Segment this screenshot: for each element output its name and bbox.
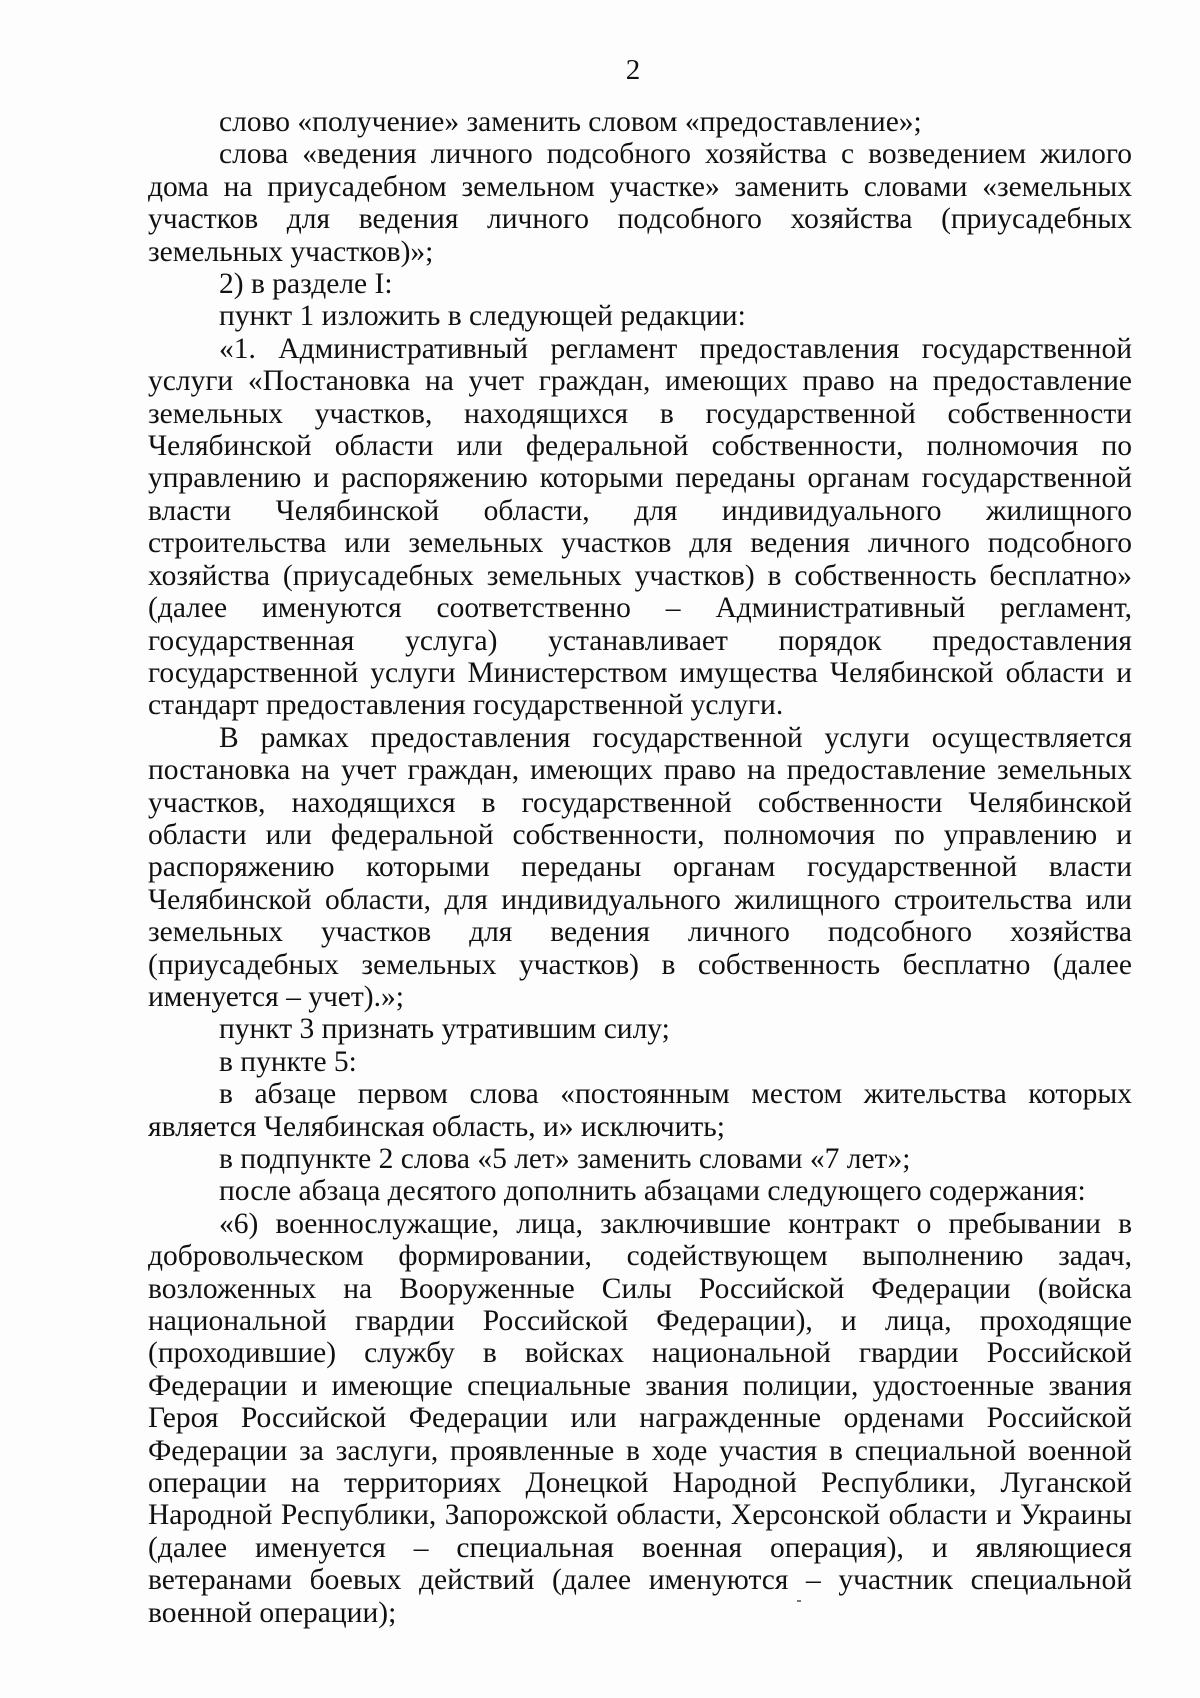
paragraph: в подпункте 2 слова «5 лет» заменить словами «7 лет»; [219,1143,911,1175]
scan-speck [797,1600,801,1602]
paragraph: слова «ведения личного подсобного хозяйства с возведением жилого дома на приусадебном земельном участке» заменить словами «земельных участков для ведения личного подсобного хозяйства (приусадебных земельных участков)»; [148,138,1132,268]
paragraph: в абзаце первом слова «постоянным местом жительства которых является Челябинская область, и» исключить; [148,1078,1132,1143]
paragraph: слово «получение» заменить словом «предоставление»; [219,106,922,138]
paragraph: «6) военнослужащие, лица, заключившие контракт о пребывании в добровольческом формировании, содействующем выполнению задач, возложенных на Вооруженные Силы Российской Федерации (войска национальной гвардии Российской Федерации), и лица, проходящие (проходившие) службу в войсках национальной гвардии Российской Федерации и имеющие специальные звания полиции, удостоенные звания Героя Российской Федерации или награжденные орденами Российской Федерации за заслуги, проявленные в ходе участия в специальной военной операции на территориях Донецкой Народной Республики, Луганской Народной Республики, Запорожской области, Херсонской области и Украины (далее именуется – специальная военная операция), и являющиеся ветеранами боевых действий (далее именуются – участник специальной военной операции); [148,1207,1132,1629]
paragraph: пункт 3 признать утратившим силу; [219,1013,670,1046]
page-number: 2 [625,54,641,86]
paragraph: после абзаца десятого дополнить абзацами следующего содержания: [219,1175,1086,1208]
paragraph: «1. Административный регламент предоставления государственной услуги «Постановка на учет граждан, имеющих право на предоставление земельных участков, находящихся в государственной собственности Челябинской области или федеральной собственности, полномочия по управлению и распоряжению которыми переданы органам государственной власти Челябинской области, для индивидуального жилищного строительства или земельных участков для ведения личного подсобного хозяйства (приусадебных земельных участков) в собственность бесплатно» (далее именуются соответственно – Административный регламент, государственная услуга) устанавливает порядок предоставления государственной услуги Министерством имущества Челябинской области и стандарт предоставления государственной услуги. [148,332,1132,722]
paragraph: в пункте 5: [219,1045,357,1078]
paragraph: пункт 1 изложить в следующей редакции: [219,300,746,333]
paragraph: В рамках предоставления государственной услуги осуществляется постановка на учет граждан, имеющих право на предоставление земельных участков, находящихся в государственной собственности Челябинской области или федеральной собственности, полномочия по управлению и распоряжению которыми переданы органам государственной власти Челябинской области, для индивидуального жилищного строительства или земельных участков для ведения личного подсобного хозяйства (приусадебных земельных участков) в собственность бесплатно (далее именуется – учет).»; [148,721,1132,1013]
paragraph: 2) в разделе I: [219,268,393,301]
document-body [148,106,1132,1629]
